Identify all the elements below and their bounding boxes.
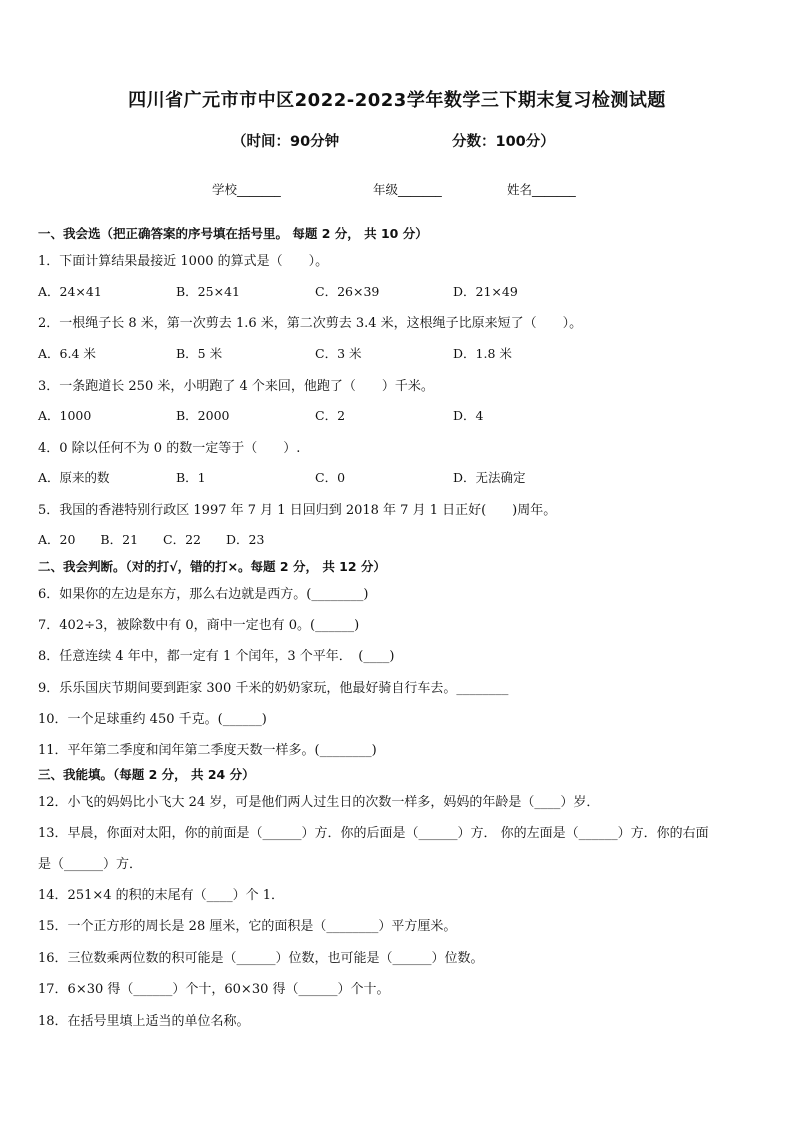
- grade-field: 年级_______: [373, 182, 442, 197]
- q4-option-d: D．无法确定: [453, 470, 526, 485]
- q5-options: A．20 B．21 C．22 D．23: [38, 532, 265, 547]
- section-1-heading: 一、我会选（把正确答案的序号填在括号里。 每题 2 分， 共 10 分）: [38, 226, 428, 241]
- q1-option-c: C．26×39: [315, 284, 380, 299]
- question-4: 4．0 除以任何不为 0 的数一定等于（ ）.: [38, 441, 301, 456]
- q2-option-c: C．3 米: [315, 346, 362, 361]
- question-17: 17．6×30 得（______）个十，60×30 得（______）个十。: [38, 982, 390, 997]
- question-13: 13．早晨，你面对太阳，你的前面是（______）方．你的后面是（______）方． 你的左面是（______）方．你的右面: [38, 826, 709, 841]
- q3-option-d: D．4: [453, 408, 484, 423]
- question-18: 18．在括号里填上适当的单位名称。: [38, 1014, 250, 1029]
- question-6: 6．如果你的左边是东方，那么右边就是西方。(________): [38, 587, 369, 602]
- q1-option-a: A．24×41: [38, 284, 102, 299]
- question-2: 2．一根绳子长 8 米，第一次剪去 1.6 米，第二次剪去 3.4 米，这根绳子比原来短了（ ）。: [38, 316, 583, 331]
- question-15: 15．一个正方形的周长是 28 厘米，它的面积是（________）平方厘米。: [38, 919, 457, 934]
- question-10: 10．一个足球重约 450 千克。(______): [38, 712, 267, 727]
- q3-option-b: B．2000: [176, 408, 230, 423]
- question-13-continued: 是（______）方．: [38, 857, 143, 872]
- question-3: 3．一条跑道长 250 米，小明跑了 4 个来回，他跑了（ ）千米。: [38, 379, 434, 394]
- q1-option-d: D．21×49: [453, 284, 518, 299]
- exam-score: 分数：100分）: [452, 134, 555, 150]
- exam-time: （时间：90分钟: [232, 134, 340, 150]
- q2-option-a: A．6.4 米: [38, 346, 96, 361]
- q4-option-b: B．1: [176, 470, 206, 485]
- q4-option-c: C．0: [315, 470, 346, 485]
- q3-option-c: C．2: [315, 408, 346, 423]
- question-7: 7．402÷3，被除数中有 0，商中一定也有 0。(______): [38, 618, 360, 633]
- question-16: 16．三位数乘两位数的积可能是（______）位数，也可能是（______）位数。: [38, 951, 484, 966]
- question-1: 1．下面计算结果最接近 1000 的算式是（ ）。: [38, 254, 329, 269]
- question-11: 11．平年第二季度和闰年第二季度天数一样多。(________): [38, 743, 377, 758]
- q2-option-b: B．5 米: [176, 346, 223, 361]
- question-9: 9．乐乐国庆节期间要到距家 300 千米的奶奶家玩，他最好骑自行车去。________: [38, 681, 509, 696]
- q3-option-a: A．1000: [38, 408, 92, 423]
- section-2-heading: 二、我会判断。（对的打√，错的打×。每题 2 分， 共 12 分）: [38, 559, 386, 574]
- question-12: 12．小飞的妈妈比小飞大 24 岁，可是他们两人过生日的次数一样多，妈妈的年龄是（____）岁．: [38, 795, 600, 810]
- question-5: 5．我国的香港特别行政区 1997 年 7 月 1 日回归到 2018 年 7 月 1 日正好( )周年。: [38, 503, 557, 518]
- exam-title: 四川省广元市市中区2022-2023学年数学三下期末复习检测试题: [128, 90, 666, 111]
- q2-option-d: D．1.8 米: [453, 346, 512, 361]
- name-field: 姓名_______: [507, 182, 576, 197]
- school-field: 学校_______: [212, 182, 281, 197]
- q4-option-a: A．原来的数: [38, 470, 110, 485]
- question-14: 14．251×4 的积的末尾有（____）个 1．: [38, 888, 285, 903]
- question-8: 8．任意连续 4 年中，都一定有 1 个闰年，3 个平年． (____): [38, 649, 395, 664]
- q1-option-b: B．25×41: [176, 284, 240, 299]
- section-3-heading: 三、我能填。（每题 2 分， 共 24 分）: [38, 767, 255, 782]
